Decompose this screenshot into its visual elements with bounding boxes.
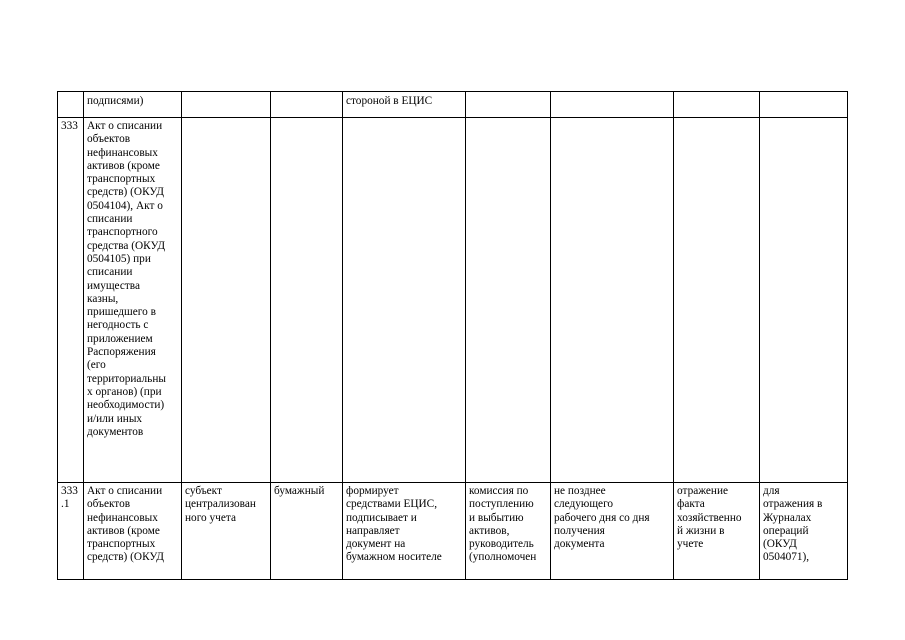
cell-purpose [674,118,760,483]
cell-format [271,92,343,118]
cell-number [58,92,84,118]
cell-document-name: Акт о списании объектов нефинансовых активов (кроме транспортных средств) (ОКУД 0504104), Акт о списании транспортного средства (ОКУД 0504105) при списании имущества казны, пришедшего в негодность с приложением Распоряжения (его территориальны х органов) (при необходимости) и/или иных документов [84,118,182,483]
cell-action: формирует средствами ЕЦИС, подписывает и направляет документ на бумажном носителе [343,483,466,580]
cell-number: 333 [58,118,84,483]
cell-register [760,92,848,118]
cell-action: стороной в ЕЦИС [343,92,466,118]
cell-deadline [551,118,674,483]
cell-subject [182,92,271,118]
cell-register: для отражения в Журналах операций (ОКУД 0504071), [760,483,848,580]
cell-number: 333 .1 [58,483,84,580]
cell-purpose [674,92,760,118]
cell-document-name: подписями) [84,92,182,118]
cell-document-name: Акт о списании объектов нефинансовых активов (кроме транспортных средств) (ОКУД [84,483,182,580]
cell-subject: субъект централизован ного учета [182,483,271,580]
cell-subject [182,118,271,483]
table-row [58,118,848,483]
cell-purpose: отражение факта хозяйственно й жизни в учете [674,483,760,580]
cell-action [343,118,466,483]
cell-deadline: не позднее следующего рабочего дня со дня получения документа [551,483,674,580]
table-row [58,483,848,580]
cell-register [760,118,848,483]
cell-responsible: комиссия по поступлению и выбытию активов, руководитель (уполномочен [466,483,551,580]
cell-responsible [466,118,551,483]
document-table [57,91,848,580]
cell-format [271,118,343,483]
cell-format: бумажный [271,483,343,580]
cell-deadline [551,92,674,118]
table-row [58,92,848,118]
cell-responsible [466,92,551,118]
